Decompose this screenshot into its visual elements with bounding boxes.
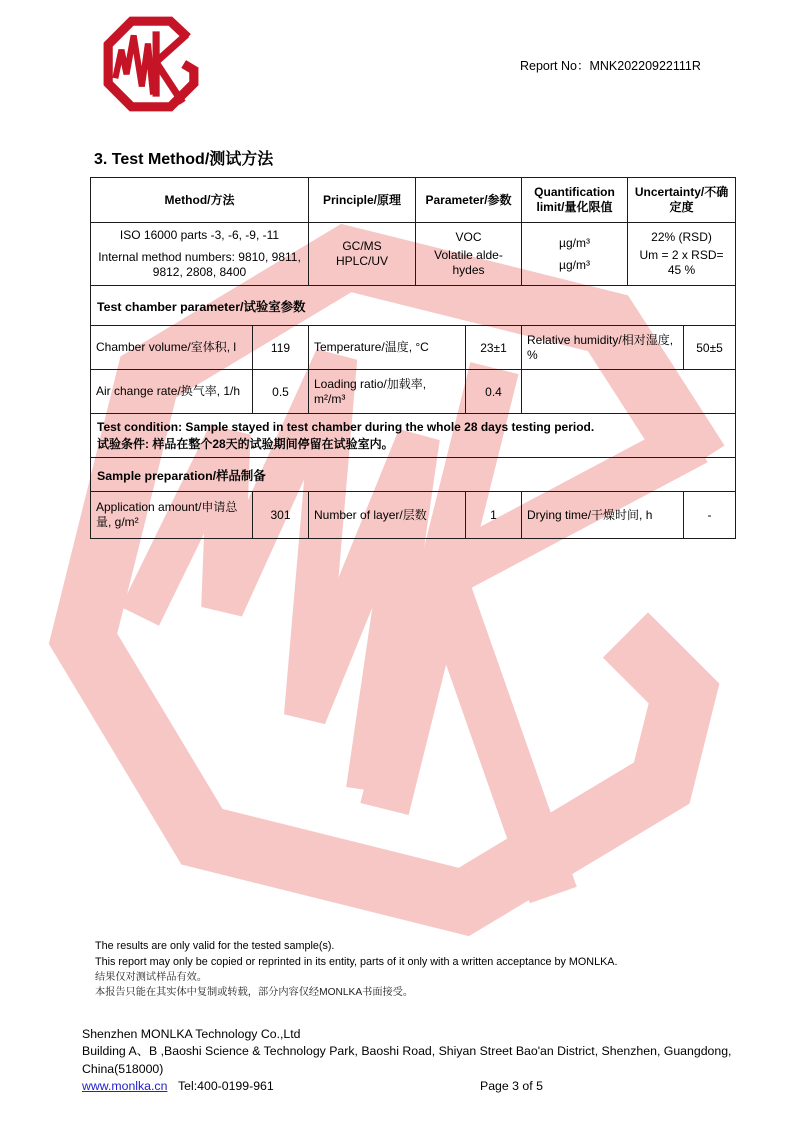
principle-line: GC/MS [342,239,382,253]
test-condition-zh: 试验条件: 样品在整个28天的试验期间停留在试验室内。 [97,436,394,451]
test-method-table [90,177,736,539]
col-header-principle: Principle/原理 [309,178,416,223]
test-condition-row [91,414,736,458]
quant-line: µg/m³ [559,257,590,272]
drying-time-label: Drying time/干燥时间, h [522,492,684,539]
report-number-value: MNK20220922111R [589,59,701,73]
application-amount-value: 301 [253,492,309,539]
parameter-line: Volatile alde- [434,248,503,262]
report-number-label: Report No： [520,59,590,73]
empty-cell [522,370,736,414]
col-header-uncertainty: Uncertainty/不确定度 [628,178,736,223]
chamber-section-row [91,286,736,326]
col-header-quantification: Quantification limit/量化限值 [522,178,628,223]
humidity-value: 50±5 [684,326,736,370]
loading-ratio-value: 0.4 [466,370,522,414]
chamber-volume-value: 119 [253,326,309,370]
principle-line: HPLC/UV [335,254,388,268]
chamber-volume-label: Chamber volume/室体积, l [91,326,253,370]
uncertainty-line: 45 % [667,263,696,277]
company-name: Shenzhen MONLKA Technology Co.,Ltd [82,1027,301,1041]
method-cell [91,223,309,286]
footnote-line: This report may only be copied or reprinted in its entity, parts of it only with a written acceptance by MONLKA. [95,956,618,968]
parameter-line: hydes [452,263,485,277]
page-footer [82,1026,742,1096]
method-standard: ISO 16000 parts -3, -6, -9, -11 [119,228,280,242]
chamber-param-row-2 [91,370,736,414]
air-change-value: 0.5 [253,370,309,414]
uncertainty-cell [628,223,736,286]
loading-ratio-label: Loading ratio/加载率, m²/m³ [309,370,466,414]
test-condition-en: Test condition: Sample stayed in test chamber during the whole 28 days testing period. [97,419,595,434]
uncertainty-line: 22% (RSD) [651,230,712,244]
table-header-row [91,178,736,223]
number-of-layer-value: 1 [466,492,522,539]
company-address-line1: Building A、B ,Baoshi Science & Technology Park, Baoshi Road, Shiyan Street Bao'an District, Shenzhen, Guangdong, [82,1044,732,1059]
number-of-layer-label: Number of layer/层数 [309,492,466,539]
report-number [520,56,701,74]
company-address-line2: China(518000) [82,1061,164,1076]
footnote-line: 本报告只能在其实体中复制或转载，部分内容仅经MONLKA书面接受。 [95,987,414,998]
footnote-line: The results are only valid for the tested sample(s). [95,940,335,952]
sample-data-row [91,492,736,539]
section-heading: 3. Test Method/测试方法 [94,151,274,168]
quantification-cell [522,223,628,286]
test-condition-cell [91,414,736,458]
mnk-logo-icon [100,13,202,115]
col-header-method: Method/方法 [91,178,309,223]
col-header-parameter: Parameter/参数 [416,178,522,223]
page-number: Page 3 of 5 [480,1078,543,1093]
temperature-value: 23±1 [466,326,522,370]
uncertainty-line: Um = 2 x RSD= [639,248,724,262]
quant-line: µg/m³ [559,235,590,250]
principle-cell [309,223,416,286]
telephone: Tel:400-0199-961 [178,1078,274,1093]
method-data-row [91,223,736,286]
parameter-line: VOC [455,230,482,244]
parameter-cell [416,223,522,286]
sample-section-row [91,458,736,492]
chamber-param-row-1 [91,326,736,370]
application-amount-label: Application amount/申请总量, g/m² [91,492,253,539]
chamber-section-title: Test chamber parameter/试验室参数 [91,286,736,326]
website-link[interactable]: www.monlka.cn [82,1078,168,1093]
footnote-line: 结果仅对测试样品有效。 [95,972,208,983]
sample-section-title: Sample preparation/样品制备 [91,458,736,492]
footnotes [95,938,617,1000]
temperature-label: Temperature/温度, °C [309,326,466,370]
air-change-label: Air change rate/换气率, 1/h [91,370,253,414]
method-internal: Internal method numbers: 9810, 9811, 9812, 2808, 8400 [98,250,301,279]
drying-time-value: - [684,492,736,539]
humidity-label: Relative humidity/相对湿度, % [522,326,684,370]
